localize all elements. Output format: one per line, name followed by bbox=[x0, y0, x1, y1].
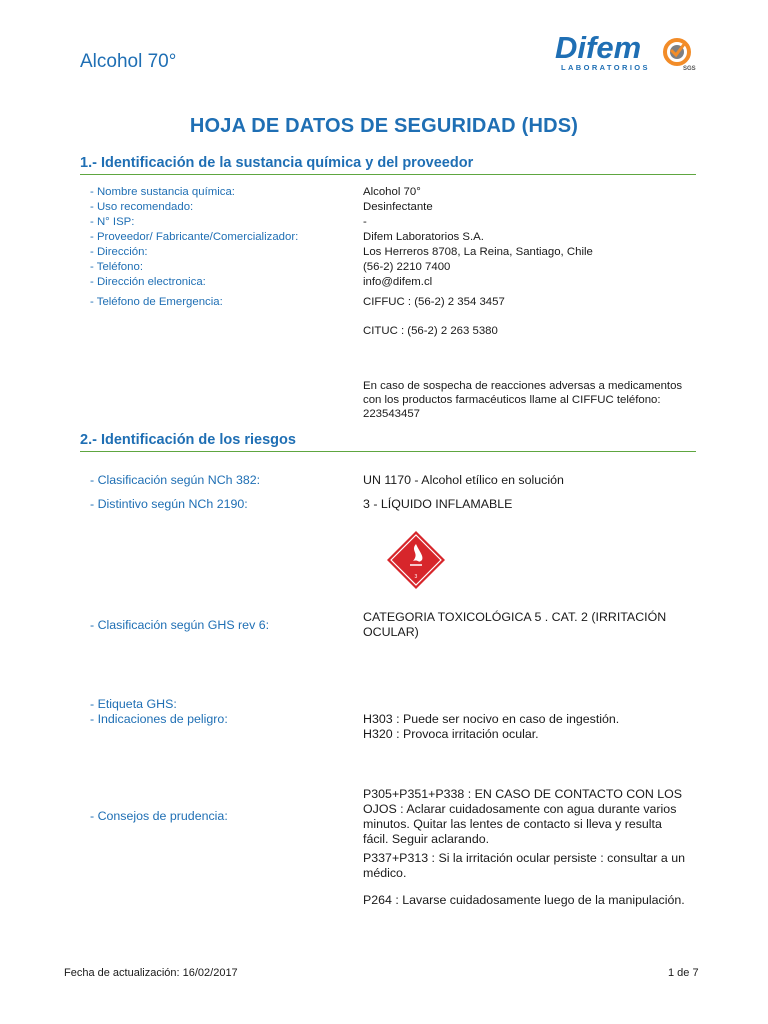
section-1-heading: 1.- Identificación de la sustancia química y del proveedor bbox=[80, 155, 696, 175]
footer-page-number: 1 de 7 bbox=[668, 967, 699, 979]
value-direccion: Los Herreros 8708, La Reina, Santiago, Chile bbox=[363, 246, 593, 258]
logo-subtitle: LABORATORIOS bbox=[561, 63, 650, 72]
ghs-line-2: OCULAR) bbox=[363, 625, 419, 639]
value-nch382: UN 1170 - Alcohol etílico en solución bbox=[363, 473, 564, 487]
label-direccion: - Dirección: bbox=[90, 246, 148, 258]
document-title: HOJA DE DATOS DE SEGURIDAD (HDS) bbox=[189, 115, 579, 137]
value-prudencia-p305 bbox=[363, 787, 703, 847]
label-nch382: - Clasificación según NCh 382: bbox=[90, 473, 261, 487]
label-isp: - N° ISP: bbox=[90, 216, 135, 228]
value-nch2190: 3 - LÍQUIDO INFLAMABLE bbox=[363, 497, 513, 511]
value-proveedor: Difem Laboratorios S.A. bbox=[363, 231, 484, 243]
value-cituc: CITUC : (56-2) 2 263 5380 bbox=[363, 325, 498, 337]
class-number: 3 bbox=[414, 574, 418, 580]
note-line-3: 223543457 bbox=[363, 408, 421, 420]
p305-line-3: minutos. Quitar las lentes de contacto si lleva y resulta bbox=[363, 817, 662, 831]
p337-line-1: P337+P313 : Si la irritación ocular persiste : consultar a un bbox=[363, 851, 685, 865]
difem-logo-graphic bbox=[553, 28, 703, 76]
note-line-1: En caso de sospecha de reacciones adversas a medicamentos bbox=[363, 380, 683, 392]
sgs-badge-icon bbox=[665, 40, 696, 72]
value-telefono: (56-2) 2210 7400 bbox=[363, 261, 451, 273]
value-ghs bbox=[363, 610, 703, 640]
footer-update-date: Fecha de actualización: 16/02/2017 bbox=[64, 967, 238, 979]
flammable-liquid-pictogram bbox=[386, 530, 446, 590]
product-title: Alcohol 70° bbox=[80, 51, 177, 72]
h303-statement: H303 : Puede ser nocivo en caso de ingestión. bbox=[363, 712, 620, 726]
value-nombre-sustancia: Alcohol 70° bbox=[363, 186, 421, 198]
label-ghs: - Clasificación según GHS rev 6: bbox=[90, 618, 270, 632]
flame-icon bbox=[386, 530, 446, 590]
sgs-label: SGS bbox=[683, 66, 696, 72]
label-nch2190: - Distintivo según NCh 2190: bbox=[90, 497, 248, 511]
label-indicaciones-peligro: - Indicaciones de peligro: bbox=[90, 712, 228, 726]
value-ciffuc: CIFFUC : (56-2) 2 354 3457 bbox=[363, 296, 505, 308]
p305-line-4: fácil. Seguir aclarando. bbox=[363, 832, 490, 846]
label-etiqueta-ghs: - Etiqueta GHS: bbox=[90, 697, 177, 711]
p337-line-2: médico. bbox=[363, 866, 407, 880]
value-uso-recomendado: Desinfectante bbox=[363, 201, 433, 213]
ghs-line-1: CATEGORIA TOXICOLÓGICA 5 . CAT. 2 (IRRITACIÓN bbox=[363, 610, 667, 624]
section-2-heading: 2.- Identificación de los riesgos bbox=[80, 432, 696, 452]
p305-line-2: OJOS : Aclarar cuidadosamente con agua durante varios bbox=[363, 802, 677, 816]
label-proveedor: - Proveedor/ Fabricante/Comercializador: bbox=[90, 231, 299, 243]
note-line-2: con los productos farmacéuticos llame al CIFFUC teléfono: bbox=[363, 394, 661, 406]
value-email[interactable]: info@difem.cl bbox=[363, 276, 433, 288]
label-telefono: - Teléfono: bbox=[90, 261, 143, 273]
logo-wordmark: Difem bbox=[555, 30, 642, 65]
label-direccion-electronica: - Dirección electronica: bbox=[90, 276, 206, 288]
p305-line-1: P305+P351+P338 : EN CASO DE CONTACTO CON LOS bbox=[363, 787, 683, 801]
value-peligro bbox=[363, 712, 703, 742]
difem-logo bbox=[553, 28, 703, 76]
label-telefono-emergencia: - Teléfono de Emergencia: bbox=[90, 296, 223, 308]
label-consejos-prudencia: - Consejos de prudencia: bbox=[90, 809, 228, 823]
label-uso-recomendado: - Uso recomendado: bbox=[90, 201, 194, 213]
value-prudencia-p264: P264 : Lavarse cuidadosamente luego de la manipulación. bbox=[363, 893, 685, 907]
label-nombre-sustancia: - Nombre sustancia química: bbox=[90, 186, 235, 198]
value-prudencia-p337 bbox=[363, 851, 703, 881]
value-isp: - bbox=[363, 216, 367, 228]
h320-statement: H320 : Provoca irritación ocular. bbox=[363, 727, 539, 741]
